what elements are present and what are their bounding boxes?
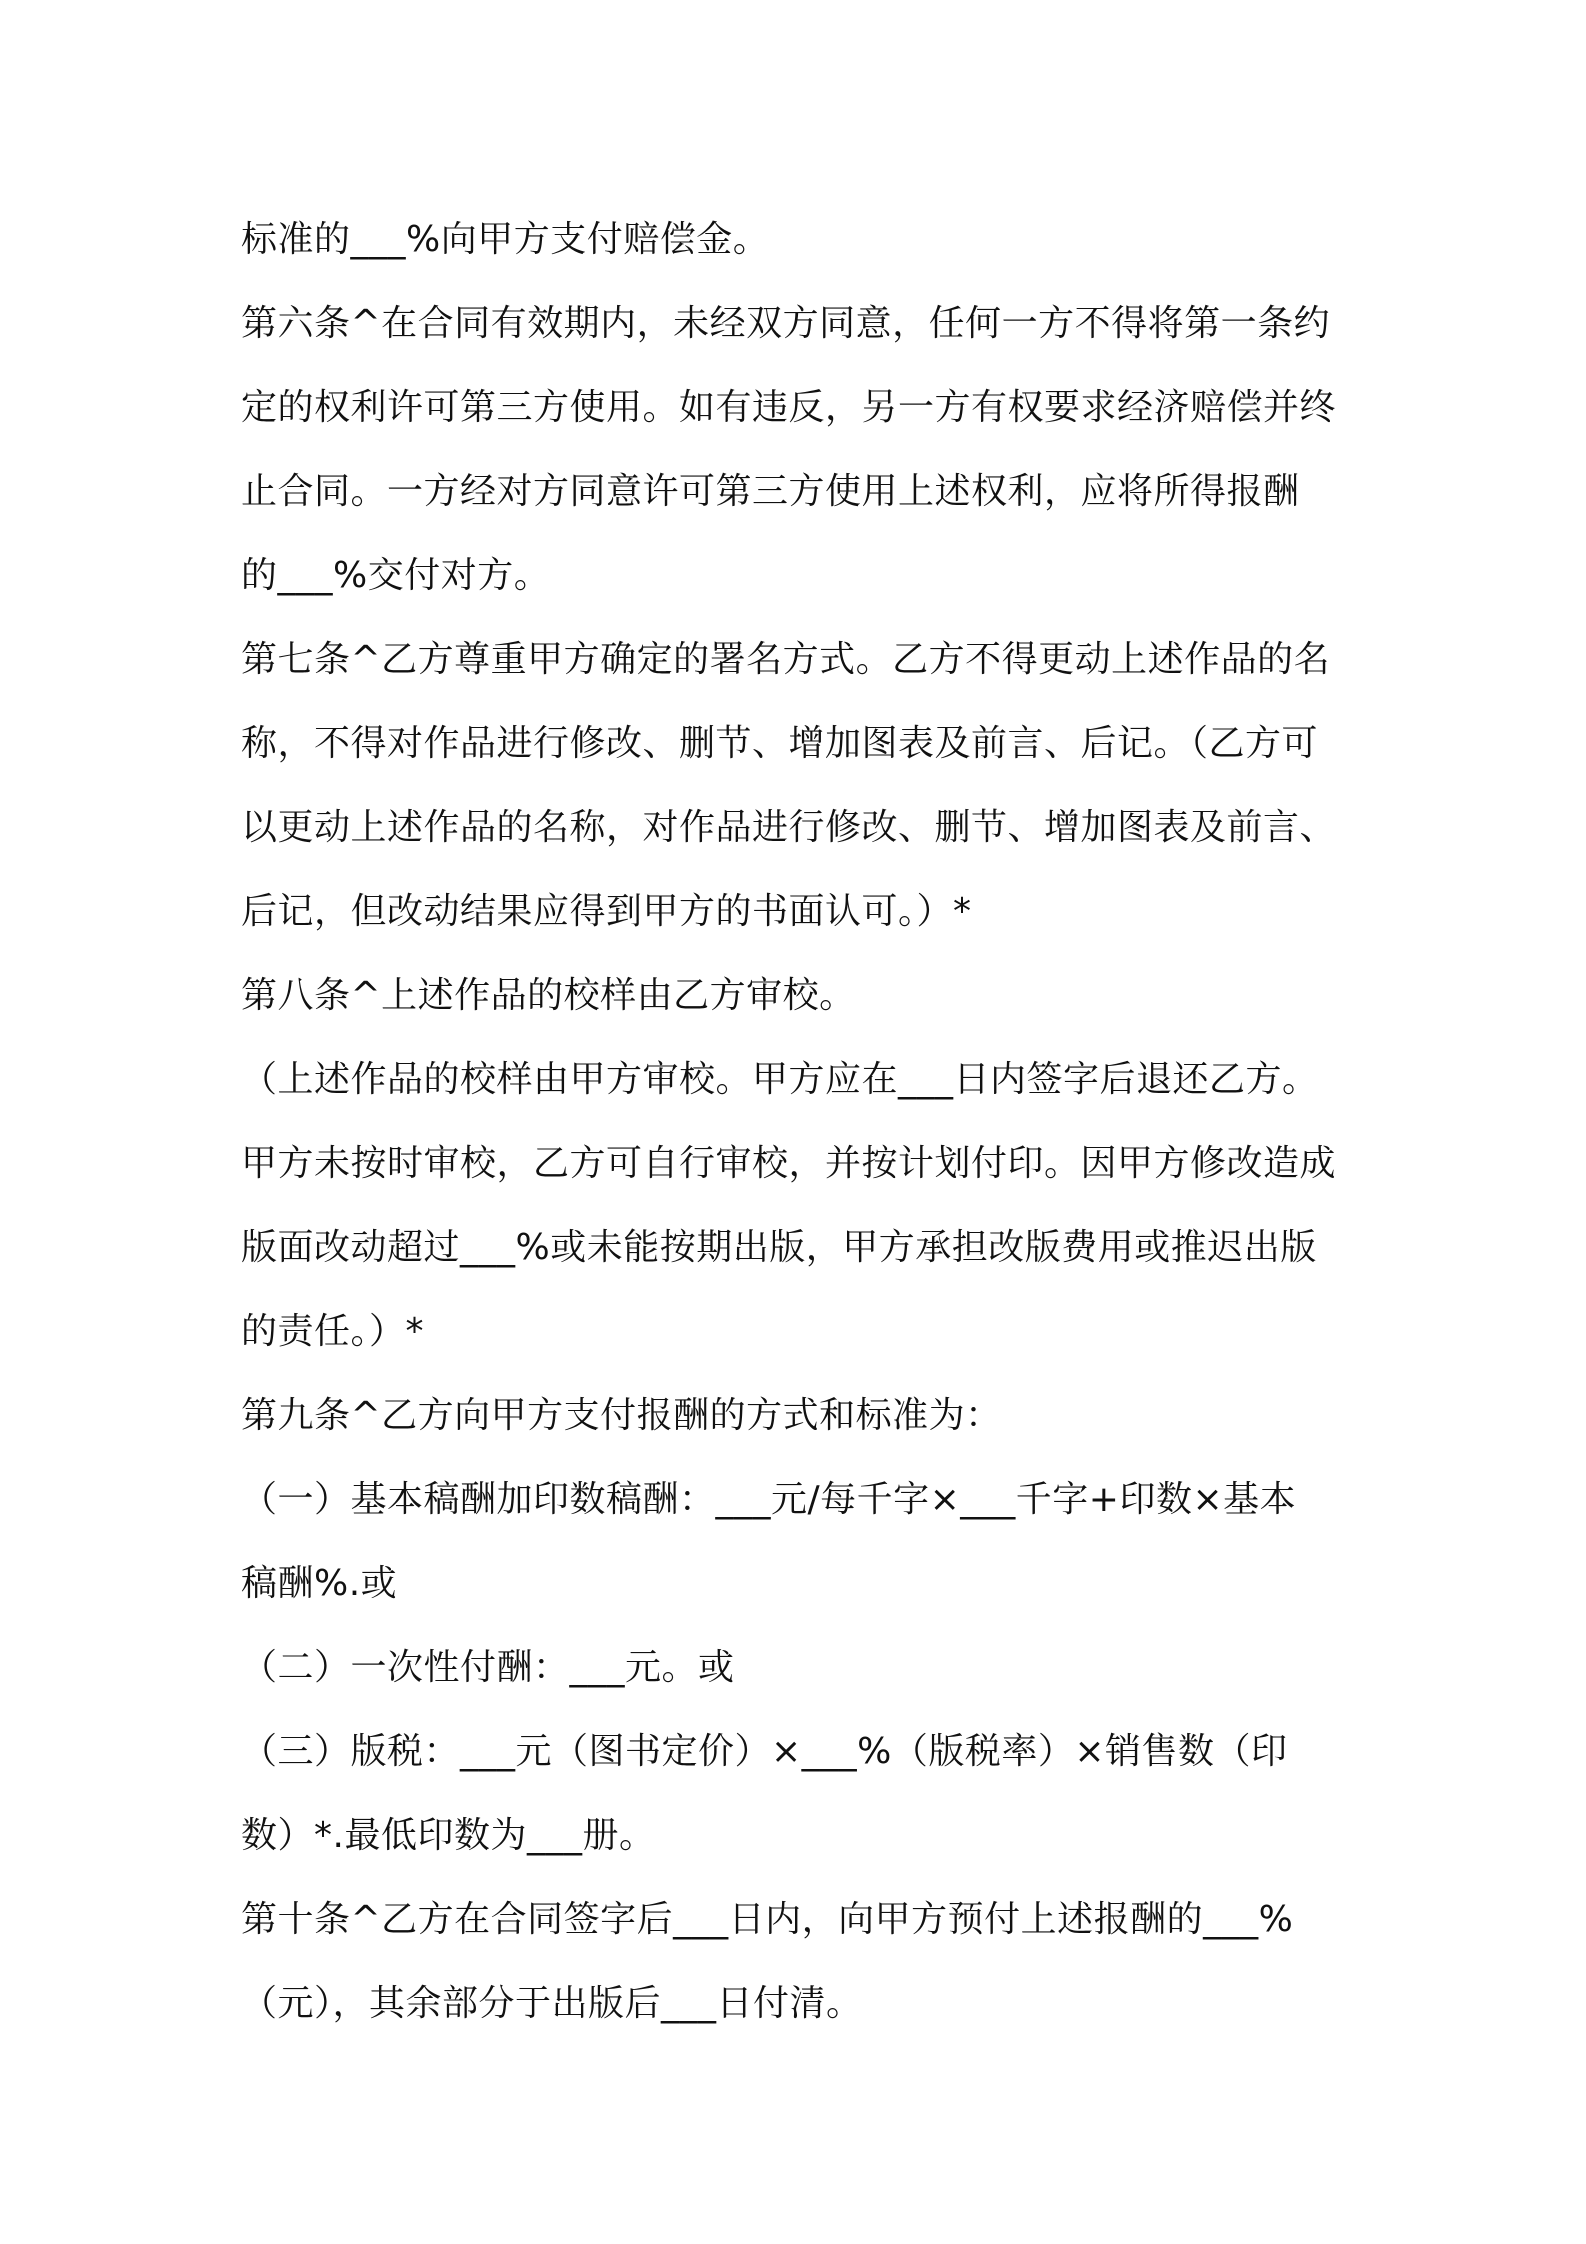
- text-line: 数）*.最低印数为___册。: [241, 1815, 656, 1856]
- text-line: 称，不得对作品进行修改、删节、增加图表及前言、后记。（乙方可: [241, 723, 1319, 764]
- contract-text: [241, 198, 1361, 2046]
- text-line: 以更动上述作品的名称，对作品进行修改、删节、增加图表及前言、: [241, 807, 1337, 848]
- text-line: 第六条^在合同有效期内，未经双方同意，任何一方不得将第一条约: [241, 303, 1331, 344]
- text-line: 后记，但改动结果应得到甲方的书面认可。）*: [241, 891, 972, 932]
- text-line: （二）一次性付酬：___元。或: [241, 1647, 735, 1688]
- text-line: 的责任。）*: [241, 1311, 425, 1352]
- text-line: 第七条^乙方尊重甲方确定的署名方式。乙方不得更动上述作品的名: [241, 639, 1331, 680]
- text-line: 稿酬%.或: [241, 1563, 398, 1604]
- text-line: 定的权利许可第三方使用。如有违反，另一方有权要求经济赔偿并终: [241, 387, 1337, 428]
- text-line: 版面改动超过___%或未能按期出版，甲方承担改版费用或推迟出版: [241, 1227, 1317, 1268]
- text-line: 第十条^乙方在合同签字后___日内，向甲方预付上述报酬的___%: [241, 1899, 1294, 1940]
- text-line: （元），其余部分于出版后___日付清。: [241, 1983, 863, 2024]
- text-line: 第九条^乙方向甲方支付报酬的方式和标准为：: [241, 1395, 1002, 1436]
- text-line: 甲方未按时审校，乙方可自行审校，并按计划付印。因甲方修改造成: [241, 1143, 1337, 1184]
- text-line: 标准的___%向甲方支付赔偿金。: [241, 219, 770, 260]
- text-line: （一）基本稿酬加印数稿酬：___元/每千字×___千字+印数×基本: [241, 1479, 1297, 1520]
- text-line: （上述作品的校样由甲方审校。甲方应在___日内签字后退还乙方。: [241, 1059, 1319, 1100]
- text-line: （三）版税：___元（图书定价）×___%（版税率）×销售数（印: [241, 1731, 1288, 1772]
- text-line: 的___%交付对方。: [241, 555, 551, 596]
- text-line: 止合同。一方经对方同意许可第三方使用上述权利，应将所得报酬: [241, 471, 1300, 512]
- text-line: 第八条^上述作品的校样由乙方审校。: [241, 975, 856, 1016]
